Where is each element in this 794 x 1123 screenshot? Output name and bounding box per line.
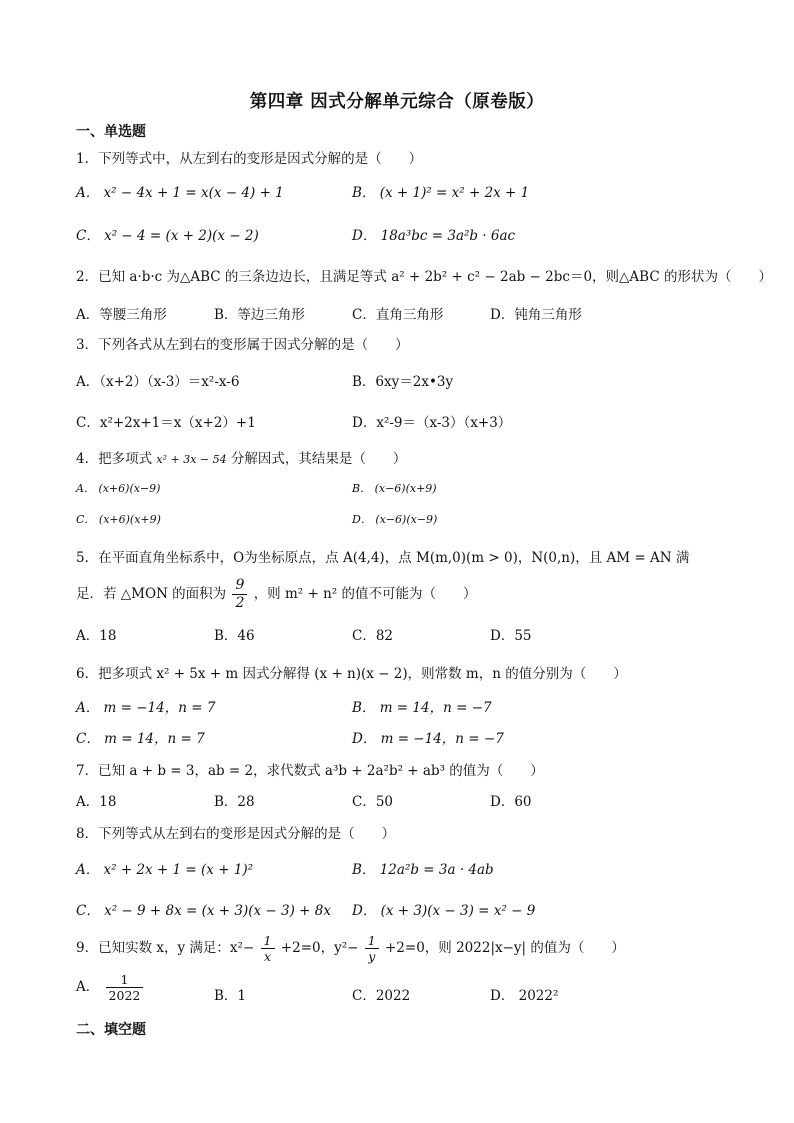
question-7-option-d: D．60 xyxy=(490,794,532,810)
question-1-option-b: B． (x + 1)² = x² + 2x + 1 xyxy=(352,185,530,201)
question-8-option-d: D． (x + 3)(x − 3) = x² − 9 xyxy=(352,903,536,919)
question-5-option-d: D．55 xyxy=(490,628,532,644)
page-title: 第四章 因式分解单元综合（原卷版） xyxy=(249,92,545,112)
question-5-option-c: C．82 xyxy=(352,628,394,644)
question-6-option-b: B． m = 14，n = −7 xyxy=(352,700,492,716)
fraction-denominator: 2 xyxy=(235,595,245,611)
question-7-option-a: A．18 xyxy=(76,794,117,810)
question-3-option-b: B．6xy＝2x•3y xyxy=(352,374,454,390)
question-4-polynomial: x² + 3x − 54 xyxy=(156,453,227,466)
fraction-denominator: y xyxy=(368,949,376,964)
question-4-option-a: A． (x+6)(x−9) xyxy=(76,482,161,495)
section-heading-single-choice: 一、单选题 xyxy=(76,124,146,140)
question-9-fraction-1-over-x xyxy=(261,933,275,964)
question-8-option-c: C． x² − 9 + 8x = (x + 3)(x − 3) + 8x xyxy=(76,903,331,919)
question-9-option-b: B．1 xyxy=(214,988,247,1004)
question-4-option-c: C． (x+6)(x+9) xyxy=(76,513,161,526)
question-4-stem xyxy=(76,447,406,467)
question-5-stem-line-2 xyxy=(76,577,476,612)
question-5-area-fraction xyxy=(232,577,247,612)
question-3-stem: 3．下列各式从左到右的变形属于因式分解的是（ ） xyxy=(76,337,409,353)
question-6-option-d: D． m = −14，n = −7 xyxy=(352,731,504,747)
option-a-fraction xyxy=(106,972,144,1003)
fraction-numerator: 1 xyxy=(106,972,144,988)
question-1-option-c: C． x² − 4 = (x + 2)(x − 2) xyxy=(76,228,259,244)
fraction-denominator: 2022 xyxy=(108,988,141,1003)
fraction-numerator: 9 xyxy=(232,577,247,595)
question-6-stem: 6．把多项式 x² + 5x + m 因式分解得 (x + n)(x − 2)，则常数 m，n 的值分别为（ ） xyxy=(76,666,627,682)
question-9-stem-suffix: +2=0，则 2022|x−y| 的值为（ ） xyxy=(385,940,625,956)
question-9-stem-prefix: 9．已知实数 x，y 满足：x²− xyxy=(76,940,255,956)
question-3-option-c: C．x²+2x+1＝x（x+2）+1 xyxy=(76,415,256,431)
question-5-line-2-suffix: ，则 m² + n² 的值不可能为（ ） xyxy=(253,586,477,602)
question-8-option-a: A． x² + 2x + 1 = (x + 1)² xyxy=(76,862,254,878)
fraction-denominator: x xyxy=(263,949,272,964)
question-7-option-c: C．50 xyxy=(352,794,394,810)
question-9-stem-middle: +2=0，y²− xyxy=(280,940,359,956)
question-1-option-a: A． x² − 4x + 1 = x(x − 4) + 1 xyxy=(76,185,284,201)
question-6-option-a: A． m = −14，n = 7 xyxy=(76,700,216,716)
question-4-option-d: D． (x−6)(x−9) xyxy=(352,513,438,526)
question-7-stem: 7．已知 a + b = 3，ab = 2，求代数式 a³b + 2a²b² + ab³ 的值为（ ） xyxy=(76,763,544,779)
question-9-fraction-1-over-y xyxy=(365,933,379,964)
question-2-option-b: B．等边三角形 xyxy=(214,307,305,323)
question-9-option-c: C．2022 xyxy=(352,988,411,1004)
fraction-numerator: 1 xyxy=(365,933,379,949)
question-6-option-c: C． m = 14，n = 7 xyxy=(76,731,205,747)
question-3-option-d: D．x²-9＝（x-3）（x+3） xyxy=(352,415,512,431)
question-2-option-d: D．钝角三角形 xyxy=(490,307,582,323)
question-5-option-a: A．18 xyxy=(76,628,117,644)
question-1-option-d: D． 18a³bc = 3a²b · 6ac xyxy=(352,228,516,244)
question-4-stem-suffix: 分解因式，其结果是（ ） xyxy=(230,451,407,467)
question-4-stem-prefix: 4．把多项式 xyxy=(76,451,153,467)
question-3-option-a: A．（x+2）（x-3）＝x²-x-6 xyxy=(76,374,240,390)
option-a-label: A． xyxy=(76,979,100,995)
fraction-numerator: 1 xyxy=(261,933,275,949)
question-7-option-b: B．28 xyxy=(214,794,255,810)
question-2-option-c: C．直角三角形 xyxy=(352,307,444,323)
section-heading-fill-in: 二、填空题 xyxy=(76,1022,146,1038)
question-5-line-2-prefix: 足．若 △MON 的面积为 xyxy=(76,586,227,602)
question-9-option-a xyxy=(76,972,145,1003)
question-9-stem xyxy=(76,933,625,964)
question-8-option-b: B． 12a²b = 3a · 4ab xyxy=(352,862,494,878)
question-4-option-b: B． (x−6)(x+9) xyxy=(352,482,437,495)
question-8-stem: 8．下列等式从左到右的变形是因式分解的是（ ） xyxy=(76,826,396,842)
question-9-option-d: D． 2022² xyxy=(490,988,559,1004)
question-2-stem: 2．已知 a·b·c 为△ABC 的三条边边长，且满足等式 a² + 2b² + c² − 2ab − 2bc＝0，则△ABC 的形状为（ ） xyxy=(76,269,772,285)
question-2-option-a: A．等腰三角形 xyxy=(76,307,167,323)
question-5-option-b: B．46 xyxy=(214,628,255,644)
question-1-stem: 1．下列等式中，从左到右的变形是因式分解的是（ ） xyxy=(76,151,423,167)
question-5-stem-line-1: 5．在平面直角坐标系中，O为坐标原点，点 A(4,4)，点 M(m,0)(m > 0)，N(0,n)，且 AM = AN 满 xyxy=(76,550,690,566)
